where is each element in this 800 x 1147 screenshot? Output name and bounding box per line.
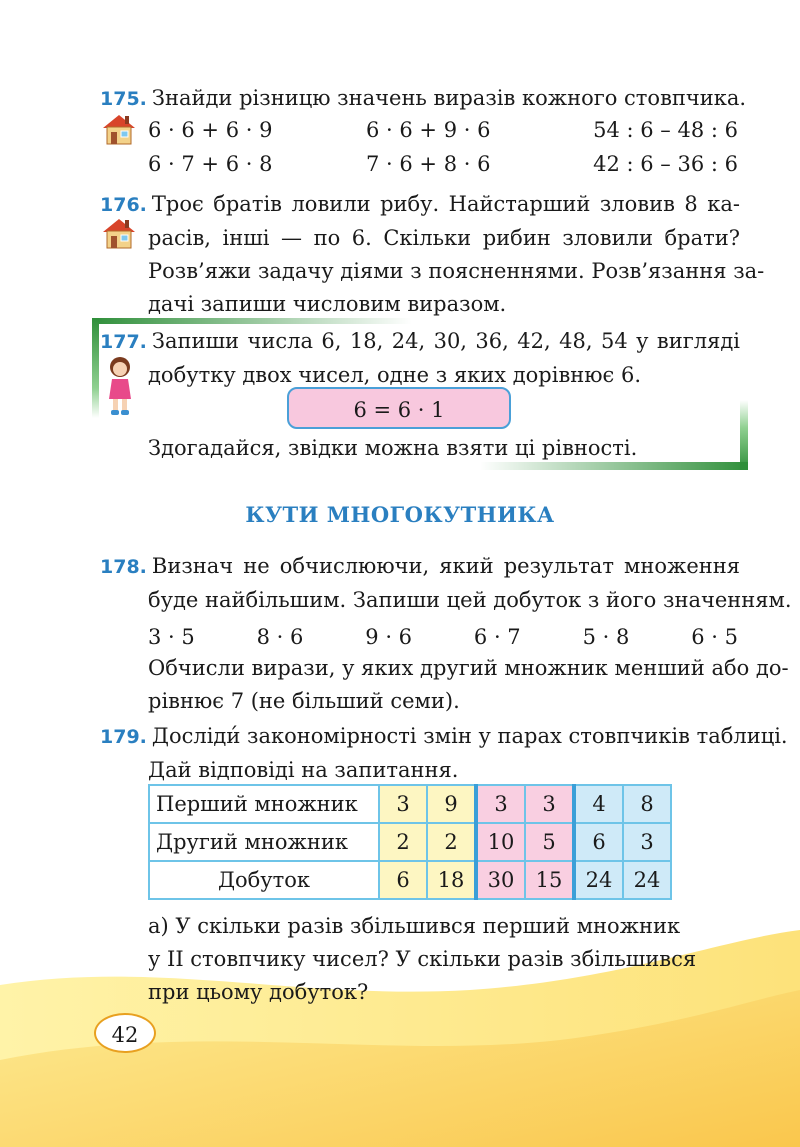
task-text-line: Обчисли вирази, у яких другий множник менший або до-	[148, 656, 789, 680]
question-line: а) У скільки разів збільшився перший множник	[148, 914, 681, 938]
task-text-line: Розв’яжи задачу діями з поясненнями. Розв’язання за-	[148, 259, 765, 283]
page-number: 42	[94, 1013, 156, 1053]
product: 3 · 5	[148, 625, 195, 649]
expression: 54 : 6 – 48 : 6	[593, 118, 738, 142]
task-text-line: расів, інші — по 6. Скільки рибин зловили брати?	[148, 226, 740, 250]
products-row	[148, 620, 738, 654]
table-cell: 2	[427, 823, 476, 861]
row-label: Перший множник	[149, 785, 379, 823]
table-cell: 3	[379, 785, 427, 823]
table-row	[149, 823, 671, 861]
task-number: 175.	[100, 88, 147, 110]
table-cell: 2	[379, 823, 427, 861]
multiplication-table	[148, 784, 672, 900]
task-text-line: Троє братів ловили рибу. Найстарший зловив 8 ка-	[151, 192, 740, 216]
task-text: Знайди різницю значень виразів кожного стовпчика.	[151, 86, 747, 110]
product: 6 · 7	[473, 625, 521, 649]
expression: 42 : 6 – 36 : 6	[593, 152, 738, 176]
table-row	[149, 861, 671, 899]
task-177-hint	[100, 432, 740, 465]
frame-right	[740, 400, 748, 470]
table-cell: 18	[427, 861, 476, 899]
task-number: 177.	[100, 331, 147, 353]
task-175-expressions	[148, 113, 738, 181]
house-icon	[100, 112, 138, 146]
table-cell: 8	[623, 785, 671, 823]
task-176	[100, 188, 765, 321]
expression: 6 · 7 + 6 · 8	[148, 152, 273, 176]
example-box: 6 = 6 · 1	[287, 387, 511, 429]
task-text-line: Запиши числа 6, 18, 24, 30, 36, 42, 48, 54 у вигляді	[151, 329, 740, 353]
task-number: 176.	[100, 194, 147, 216]
table-cell: 30	[476, 861, 525, 899]
hint-text: Здогадайся, звідки можна взяти ці рівності.	[148, 436, 638, 460]
row-label: Другий множник	[149, 823, 379, 861]
expression: 7 · 6 + 8 · 6	[366, 152, 491, 176]
girl-icon	[102, 355, 138, 417]
table-cell: 24	[623, 861, 671, 899]
product: 5 · 8	[582, 625, 630, 649]
task-text-line: Дай відповіді на запитання.	[148, 758, 459, 782]
table-cell: 15	[525, 861, 574, 899]
table-cell: 6	[379, 861, 427, 899]
table-cell: 6	[574, 823, 623, 861]
table-row	[149, 785, 671, 823]
table-cell: 24	[574, 861, 623, 899]
task-number: 179.	[100, 726, 147, 748]
row-label: Добуток	[149, 861, 379, 899]
product: 6 · 5	[691, 625, 738, 649]
task-text-line: рівнює 7 (не більший семи).	[148, 689, 460, 713]
question-line: у ІІ стовпчику чисел? У скільки разів збільшився	[148, 947, 697, 971]
task-179-question-a	[100, 910, 740, 1009]
task-175	[100, 82, 747, 116]
task-179	[100, 720, 788, 787]
frame-left	[92, 318, 99, 418]
table-cell: 3	[476, 785, 525, 823]
expression-row	[148, 113, 738, 147]
task-177	[100, 325, 740, 392]
table-cell: 3	[525, 785, 574, 823]
expression: 6 · 6 + 9 · 6	[366, 118, 491, 142]
expression-row	[148, 147, 738, 181]
table-cell: 5	[525, 823, 574, 861]
task-text-line: добутку двох чисел, одне з яких дорівнює 6.	[148, 363, 642, 387]
product: 9 · 6	[365, 625, 413, 649]
table-cell: 3	[623, 823, 671, 861]
task-text-line: дачі запиши числовим виразом.	[148, 292, 507, 316]
table-cell: 10	[476, 823, 525, 861]
task-number: 178.	[100, 556, 147, 578]
task-text-line: Визнач не обчислюючи, який результат множення	[151, 554, 740, 578]
task-178	[100, 550, 792, 617]
house-icon	[100, 216, 138, 250]
section-heading: КУТИ МНОГОКУТНИКА	[245, 502, 555, 527]
frame-top	[92, 318, 412, 324]
question-line: при цьому добуток?	[148, 980, 369, 1004]
task-text-line: буде найбільшим. Запиши цей добуток з його значенням.	[148, 588, 792, 612]
table-cell: 4	[574, 785, 623, 823]
task-178-part2	[100, 652, 789, 718]
table-cell: 9	[427, 785, 476, 823]
task-text-line: Досліди́ закономірності змін у парах стовпчиків таблиці.	[151, 724, 788, 748]
expression: 6 · 6 + 6 · 9	[148, 118, 273, 142]
product: 8 · 6	[256, 625, 304, 649]
